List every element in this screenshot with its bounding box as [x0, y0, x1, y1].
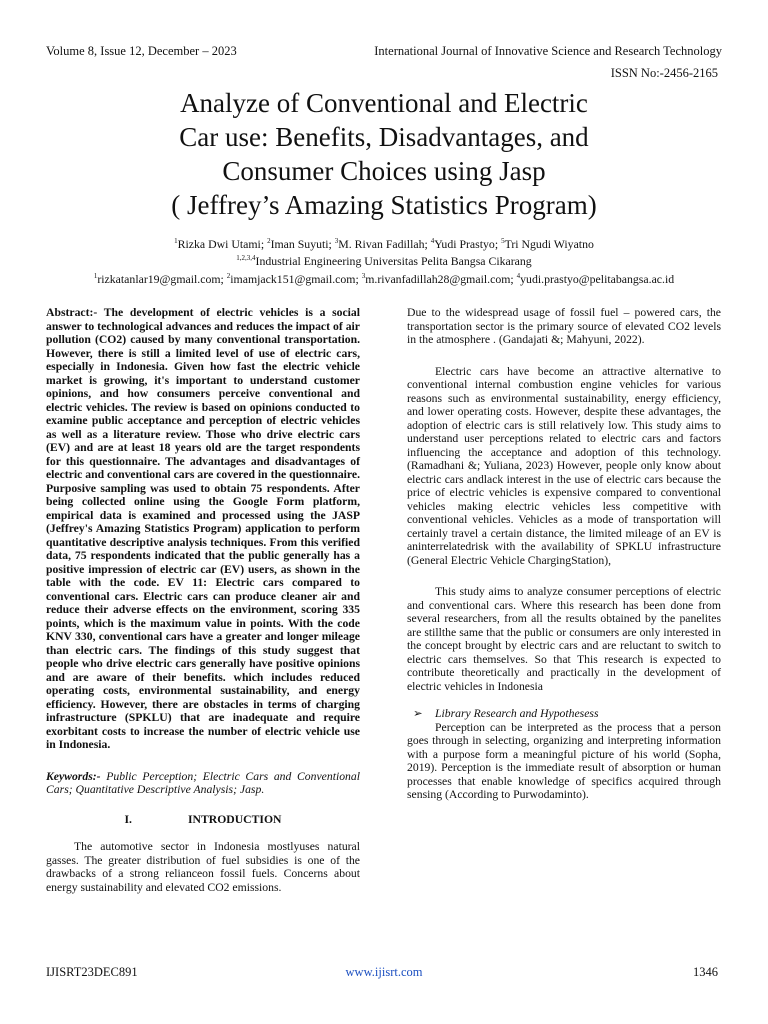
header-volume: Volume 8, Issue 12, December – 2023 [46, 44, 237, 58]
footer-website-link[interactable]: www.ijisrt.com [345, 965, 423, 979]
title-line-4: ( Jeffrey’s Amazing Statistics Program) [171, 190, 597, 220]
title-line-1: Analyze of Conventional and Electric [180, 88, 588, 118]
title-line-3: Consumer Choices using Jasp [222, 156, 546, 186]
author-names [30, 234, 738, 251]
right-paragraph-3: This study aims to analyze consumer perceptions of electric and conventional cars. Where this research has been done from several researchers, from all the results obtained by the panelites are stillthe same that the public or consumers are only interested in the concept brought by electric cars and are reluctant to switch to electric cars themselves. So that This research is expected to contribute theoretically and practically in the development of electric vehicles in Indonesia [407, 585, 721, 693]
right-paragraph-1: Due to the widespread usage of fossil fuel – powered cars, the transportation sector is the primary source of elevated CO2 levels in the atmosphere . (Gandajati &; Mahyuni, 2022). [407, 306, 721, 346]
author-email[interactable]: rizkatanlar19@gmail.com; [97, 271, 227, 286]
intro-paragraph-1: The automotive sector in Indonesia mostlyuses natural gasses. The greater distribution of fuel subsidies is one of the drawbacks of a strong relianceon fossil fuels. Concerns about energy sustainability and elevated CO2 emissions. [46, 840, 360, 894]
keywords-text: Public Perception; Electric Cars and Conventional Cars; Quantitative Descriptive Analysis; Jasp. [46, 769, 360, 796]
email-sup: 1 [93, 271, 98, 280]
email-sup: 2 [226, 271, 231, 280]
author-block [30, 234, 738, 286]
paper-title [60, 86, 708, 222]
arrow-bullet-icon: ➢ [413, 707, 423, 720]
footer-page-number: 1346 [693, 965, 718, 979]
author-name: Iman Suyuti; [270, 236, 335, 251]
author-email[interactable]: yudi.prastyo@pelitabangsa.ac.id [520, 271, 675, 286]
author-affiliation [30, 251, 738, 268]
email-sup: 4 [516, 271, 521, 280]
author-sup: 4 [430, 237, 435, 245]
section-heading-introduction [46, 813, 360, 827]
author-sup: 2 [267, 237, 271, 245]
subsection-title: Library Research and Hypothesess [435, 707, 599, 720]
author-email[interactable]: m.rivanfadillah28@gmail.com; [365, 271, 517, 286]
section-title: INTRODUCTION [187, 812, 282, 826]
author-name: Rizka Dwi Utami; [177, 236, 268, 251]
header-journal: International Journal of Innovative Science and Research Technology [374, 44, 722, 58]
keywords-label: Keywords:- [46, 769, 101, 783]
author-emails [30, 269, 738, 286]
keywords [46, 770, 360, 797]
title-line-2: Car use: Benefits, Disadvantages, and [179, 122, 589, 152]
right-paragraph-4: Perception can be interpreted as the process that a person goes through in selecting, organizing and interpreting information with a purpose form a meaningful picture of his world (Sopha, 2019). Perception is the immediate result of absorption or human processes that enable knowledge of specifics acquired through sensing (According to Purwodaminto). [407, 720, 721, 801]
footer-code: IJISRT23DEC891 [46, 965, 138, 979]
abstract: Abstract:- The development of electric vehicles is a social answer to technological advances and reduces the impact of air pollution (CO2) caused by many conventional transportation. However, there is still a limited level of use of electric cars, especially in Indonesia. Given how fast the electric vehicle market is growing, it's important to understand customer opinions, and how consumers perceive conventional and electric vehicles. The review is based on opinions conducted to examine public acceptance and perception of electric vehicles as well as a literature review. Those who drive electric cars (EV) and are at least 18 years old are the target respondents for this questionnaire. The advantages and disadvantages of electric and conventional cars are covered in the questionnaire. Purposive sampling was used to obtain 75 respondents. After being collected online using the Google Form platform, empirical data is examined and processed using the JASP (Jeffrey's Amazing Statistics Program) application to perform quantitative descriptive analysis techniques. From this verified data, 75 respondents indicated that the public generally has a positive impression of electric car (EV) users, as shown in the table with the code. EV 11: Electric cars compared to conventional cars. Electric cars can produce cleaner air and reduce their adverse effects on the environment, scoring 335 points, which is the maximum value in points. With the code KNV 330, conventional cars have a greater and longer mileage than electric cars. The findings of this study suggest that people who drive electric cars generally have positive opinions and are aware of their benefits. which includes reduced operating costs, environmental sustainability, and energy efficiency. However, there are obstacles in terms of charging infrastructure (SPKLU) that are inadequate and require exorbitant costs to increase the number of electric vehicle use in Indonesia. [46, 306, 360, 751]
author-name: M. Rivan Fadillah; [338, 236, 431, 251]
author-sup: 3 [334, 237, 339, 245]
left-column [46, 306, 360, 894]
email-sup: 3 [361, 271, 366, 280]
author-name: Yudi Prastyo; [434, 236, 502, 251]
author-name: Tri Ngudi Wiyatno [504, 236, 594, 251]
affiliation-text: Industrial Engineering Universitas Pelita Bangsa Cikarang [255, 254, 532, 269]
header-issn: ISSN No:-2456-2165 [610, 66, 718, 80]
section-number: I. [124, 812, 132, 826]
right-column [407, 306, 721, 802]
affiliation-sup: 1,2,3,4 [236, 254, 256, 263]
author-sup: 5 [501, 237, 505, 245]
right-paragraph-2: Electric cars have become an attractive alternative to conventional internal combustion engine vehicles for various reasons such as environmental sustainability, energy efficiency, and lower operating costs. However, despite these advantages, the adoption of electric cars is still relatively low. This study aims to understand user perceptions related to electric cars and factors influencing the acceptance and adoption of this technology. (Ramadhani &; Yuliana, 2023) However, people only know about electric cars andlack interest in the use of electric cars because the price of electric vehicles is expensive compared to conventional vehicles making electric vehicles less competitive with conventional vehicles. Vehicles as a mode of transportation will certainly travel a certain distance, the limited mileage of an EV is aninterrelatedrisk with the availability of SPKLU infrastructure (General Electric Vehicle ChargingStation), [407, 364, 721, 567]
subsection-heading [407, 707, 721, 721]
author-sup: 1 [174, 237, 178, 245]
author-email[interactable]: imamjack151@gmail.com; [230, 271, 362, 286]
